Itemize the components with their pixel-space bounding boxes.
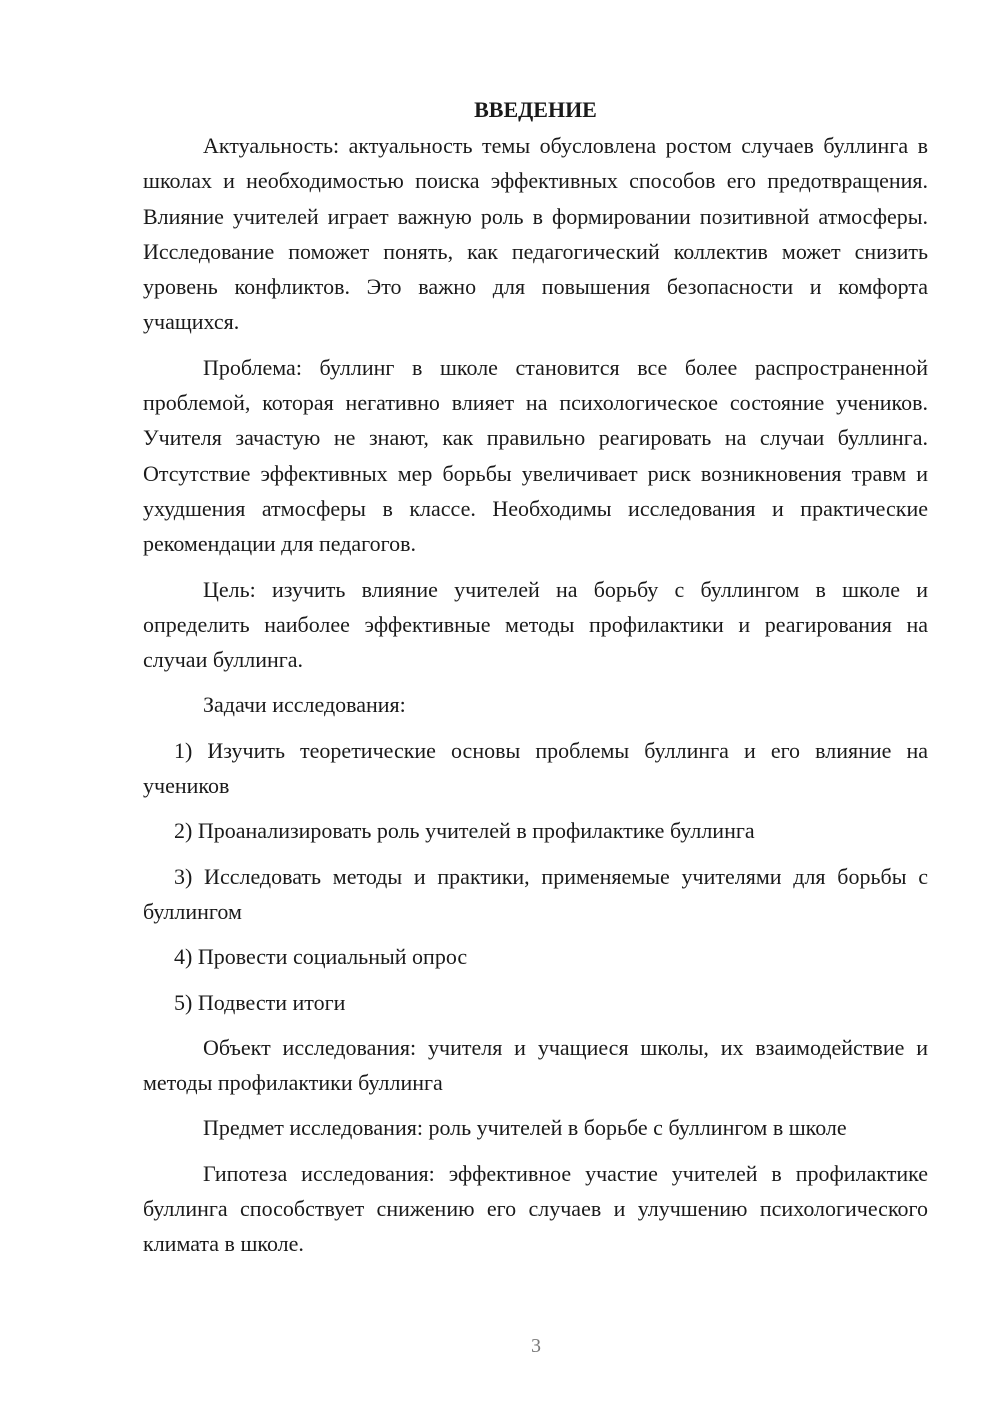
task-item: 5) Подвести итоги [174,989,346,1015]
goal-paragraph: Цель: изучить влияние учителей на борьбу с буллингом в школе и определить наиболее эффективные методы профилактики и реагирования на случаи буллинга. [143,576,928,673]
relevance-paragraph: Актуальность: актуальность темы обусловлена ростом случаев буллинга в школах и необходимостью поиска эффективных способов его предотвращения. Влияние учителей играет важную роль в формировании позитивной атмосферы. Исследование поможет понять, как педагогический коллектив может снизить уровень конфликтов. Это важно для повышения безопасности и комфорта учащихся. [143,133,928,335]
object-paragraph: Объект исследования: учителя и учащиеся школы, их взаимодействие и методы профилактики буллинга [143,1034,928,1096]
page-number: 3 [531,1335,541,1357]
task-item: 2) Проанализировать роль учителей в профилактике буллинга [174,818,755,844]
hypothesis-paragraph: Гипотеза исследования: эффективное участие учителей в профилактике буллинга способствует снижению его случаев и улучшению психологического климата в школе. [143,1160,928,1257]
tasks-heading: Задачи исследования: [203,692,406,718]
problem-paragraph: Проблема: буллинг в школе становится все более распространенной проблемой, которая негативно влияет на психологическое состояние учеников. Учителя зачастую не знают, как правильно реагировать на случаи буллинга. Отсутствие эффективных мер борьбы увеличивает риск возникновения травм и ухудшения атмосферы в классе. Необходимы исследования и практические рекомендации для педагогов. [143,354,928,557]
section-title: ВВЕДЕНИЕ [474,97,597,122]
document-page [143,92,928,1262]
task-item: 4) Провести социальный опрос [174,944,468,970]
subject-paragraph: Предмет исследования: роль учителей в борьбе с буллингом в школе [203,1115,847,1141]
task-item: 1) Изучить теоретические основы проблемы буллинга и его влияние на учеников [143,737,928,799]
task-item: 3) Исследовать методы и практики, применяемые учителями для борьбы с буллингом [143,863,928,924]
